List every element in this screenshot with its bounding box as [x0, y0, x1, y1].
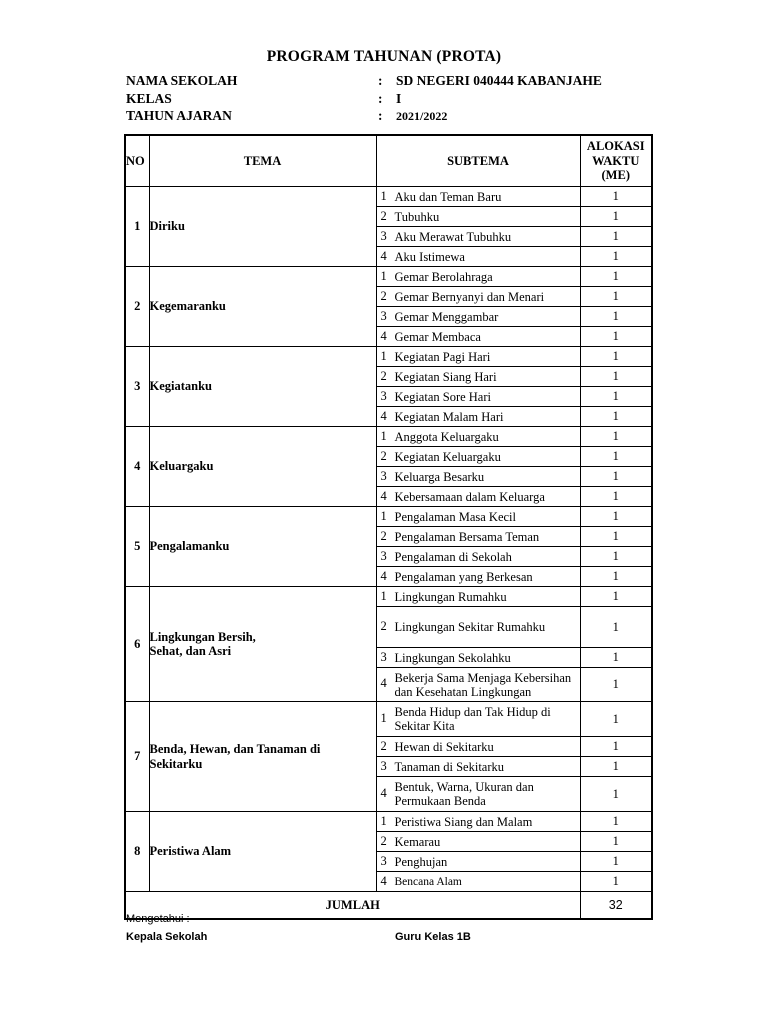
- subtheme-title: Lingkungan Sekolahku: [394, 650, 511, 665]
- subtheme-cell: [376, 327, 580, 347]
- subtheme-title: Lingkungan Rumahku: [394, 589, 507, 604]
- table-row: [125, 347, 652, 367]
- alokasi-value: 1: [580, 287, 652, 307]
- subtheme-cell: [376, 487, 580, 507]
- subtheme-number: 3: [380, 853, 387, 868]
- subtheme-number: 2: [380, 738, 387, 753]
- subtheme-cell: [376, 832, 580, 852]
- subtheme-number: 4: [380, 248, 387, 263]
- subtheme-cell: [376, 287, 580, 307]
- subtheme-number: 1: [380, 428, 387, 443]
- header-alokasi-line: WAKTU: [592, 153, 640, 168]
- subtheme-number: 2: [380, 448, 387, 463]
- subtheme-number: 2: [380, 288, 387, 303]
- subtheme-cell: [376, 507, 580, 527]
- theme-name-line: Keluargaku: [149, 459, 214, 474]
- subtheme-number: 3: [380, 548, 387, 563]
- info-label: TAHUN AJARAN: [126, 108, 232, 123]
- subtheme-number: 4: [380, 874, 387, 889]
- header-no: NO: [125, 135, 149, 187]
- theme-name-line: Diriku: [149, 219, 185, 234]
- subtheme-cell: [376, 648, 580, 668]
- subtheme-title: Anggota Keluargaku: [394, 429, 499, 444]
- table-row: [125, 507, 652, 527]
- table-row: [125, 187, 652, 207]
- alokasi-value: 1: [580, 447, 652, 467]
- theme-name: [149, 187, 376, 267]
- subtheme-cell: [376, 247, 580, 267]
- alokasi-value: 1: [580, 547, 652, 567]
- theme-name-line: Sehat, dan Asri: [149, 644, 232, 658]
- subtheme-cell: [376, 852, 580, 872]
- subtheme-cell: [376, 387, 580, 407]
- table-row: [125, 267, 652, 287]
- subtheme-title: Gemar Menggambar: [394, 309, 499, 324]
- table-row: [125, 427, 652, 447]
- subtheme-title: Gemar Membaca: [394, 329, 481, 344]
- alokasi-value: 1: [580, 567, 652, 587]
- alokasi-value: 1: [580, 832, 652, 852]
- subtheme-number: 3: [380, 758, 387, 773]
- theme-name: [149, 587, 376, 702]
- subtheme-cell: [376, 812, 580, 832]
- subtheme-cell: [376, 737, 580, 757]
- theme-name-line: Sekitarku: [149, 756, 203, 771]
- alokasi-value: 1: [580, 527, 652, 547]
- header-alokasi: [580, 135, 652, 187]
- alokasi-value: 1: [580, 507, 652, 527]
- theme-number: 7: [125, 702, 149, 812]
- subtheme-cell: [376, 367, 580, 387]
- theme-name: [149, 267, 376, 347]
- document-title: PROGRAM TAHUNAN (PROTA): [266, 48, 502, 65]
- alokasi-value: 1: [580, 487, 652, 507]
- jumlah-label: JUMLAH: [125, 892, 580, 920]
- subtheme-title: Kegiatan Malam Hari: [394, 409, 504, 424]
- subtheme-title: Pengalaman yang Berkesan: [394, 569, 533, 584]
- subtheme-number: 4: [380, 408, 387, 423]
- theme-name: [149, 702, 376, 812]
- theme-number: 2: [125, 267, 149, 347]
- info-colon: :: [378, 91, 383, 106]
- jumlah-value: 32: [580, 892, 652, 920]
- theme-name-line: Peristiwa Alam: [149, 844, 232, 859]
- subtheme-cell: [376, 447, 580, 467]
- alokasi-value: 1: [580, 757, 652, 777]
- subtheme-number: 2: [380, 208, 387, 223]
- subtheme-cell: [376, 347, 580, 367]
- subtheme-title: Bekerja Sama Menjaga Kebersihan dan Kesehatan Lingkungan: [394, 670, 572, 699]
- info-value: I: [396, 91, 402, 106]
- subtheme-title: Aku Istimewa: [394, 249, 465, 264]
- alokasi-value: 1: [580, 812, 652, 832]
- info-label: KELAS: [126, 91, 172, 106]
- subtheme-title: Kemarau: [394, 834, 441, 849]
- header-subtema: SUBTEMA: [376, 135, 580, 187]
- guru-kelas-label: Guru Kelas 1B: [395, 931, 471, 943]
- subtheme-cell: [376, 668, 580, 702]
- theme-number: 6: [125, 587, 149, 702]
- subtheme-title: Bencana Alam: [394, 875, 462, 888]
- subtheme-number: 3: [380, 388, 387, 403]
- subtheme-cell: [376, 547, 580, 567]
- subtheme-cell: [376, 527, 580, 547]
- info-colon: :: [378, 108, 383, 123]
- subtheme-title: Aku Merawat Tubuhku: [394, 229, 512, 244]
- subtheme-number: 2: [380, 528, 387, 543]
- theme-name: [149, 812, 376, 892]
- theme-name-line: Pengalamanku: [149, 539, 230, 554]
- subtheme-title: Lingkungan Sekitar Rumahku: [394, 620, 546, 635]
- subtheme-number: 3: [380, 649, 387, 664]
- table-row: [125, 587, 652, 607]
- subtheme-title: Kegiatan Sore Hari: [394, 389, 491, 404]
- subtheme-title: Keluarga Besarku: [394, 469, 485, 484]
- theme-number: 3: [125, 347, 149, 427]
- subtheme-title: Tubuhku: [394, 209, 440, 224]
- subtheme-cell: [376, 227, 580, 247]
- table-row: [125, 812, 652, 832]
- theme-name: [149, 347, 376, 427]
- subtheme-cell: [376, 427, 580, 447]
- mengetahui-label: Mengetahui :: [126, 913, 190, 925]
- header-alokasi-line: ALOKASI: [586, 139, 645, 154]
- subtheme-number: 1: [380, 710, 387, 725]
- alokasi-value: 1: [580, 427, 652, 447]
- subtheme-cell: [376, 702, 580, 737]
- info-label: NAMA SEKOLAH: [126, 73, 238, 88]
- subtheme-title: Hewan di Sekitarku: [394, 739, 494, 754]
- subtheme-title: Kegiatan Siang Hari: [394, 369, 497, 384]
- subtheme-cell: [376, 267, 580, 287]
- subtheme-title: Kebersamaan dalam Keluarga: [394, 489, 545, 504]
- subtheme-title: Aku dan Teman Baru: [394, 189, 502, 204]
- alokasi-value: 1: [580, 777, 652, 812]
- subtheme-number: 2: [380, 619, 387, 634]
- subtheme-cell: [376, 872, 580, 892]
- subtheme-number: 4: [380, 568, 387, 583]
- subtheme-cell: [376, 467, 580, 487]
- subtheme-number: 3: [380, 228, 387, 243]
- info-value: 2021/2022: [396, 109, 448, 123]
- subtheme-number: 1: [380, 348, 387, 363]
- subtheme-cell: [376, 607, 580, 648]
- theme-name: [149, 507, 376, 587]
- subtheme-title: Penghujan: [394, 854, 448, 869]
- alokasi-value: 1: [580, 327, 652, 347]
- alokasi-value: 1: [580, 737, 652, 757]
- header-tema: TEMA: [149, 135, 376, 187]
- alokasi-value: 1: [580, 367, 652, 387]
- subtheme-number: 1: [380, 508, 387, 523]
- alokasi-value: 1: [580, 607, 652, 648]
- subtheme-cell: [376, 567, 580, 587]
- subtheme-title: Bentuk, Warna, Ukuran dan Permukaan Benda: [394, 779, 534, 808]
- subtheme-title: Kegiatan Pagi Hari: [394, 349, 491, 364]
- alokasi-value: 1: [580, 872, 652, 892]
- subtheme-number: 4: [380, 785, 387, 800]
- subtheme-cell: [376, 777, 580, 812]
- alokasi-value: 1: [580, 347, 652, 367]
- theme-name-line: Kegiatanku: [149, 379, 213, 394]
- theme-number: 8: [125, 812, 149, 892]
- subtheme-title: Gemar Bernyanyi dan Menari: [394, 289, 545, 304]
- subtheme-number: 4: [380, 328, 387, 343]
- subtheme-title: Kegiatan Keluargaku: [394, 449, 501, 464]
- alokasi-value: 1: [580, 407, 652, 427]
- subtheme-title: Peristiwa Siang dan Malam: [394, 814, 533, 829]
- jumlah-row: [125, 892, 652, 920]
- subtheme-number: 1: [380, 268, 387, 283]
- alokasi-value: 1: [580, 387, 652, 407]
- subtheme-cell: [376, 757, 580, 777]
- subtheme-cell: [376, 307, 580, 327]
- subtheme-number: 3: [380, 308, 387, 323]
- alokasi-value: 1: [580, 702, 652, 737]
- alokasi-value: 1: [580, 187, 652, 207]
- subtheme-number: 4: [380, 488, 387, 503]
- subtheme-title: Pengalaman di Sekolah: [394, 549, 512, 564]
- subtheme-number: 4: [380, 676, 387, 691]
- subtheme-title: Benda Hidup dan Tak Hidup di Sekitar Kita: [394, 704, 551, 733]
- theme-number: 1: [125, 187, 149, 267]
- theme-name-line: Kegemaranku: [149, 299, 226, 314]
- prota-table: [124, 134, 653, 920]
- table-header-row: [125, 135, 652, 187]
- table-row: [125, 702, 652, 737]
- subtheme-cell: [376, 207, 580, 227]
- subtheme-number: 1: [380, 188, 387, 203]
- subtheme-title: Pengalaman Bersama Teman: [394, 529, 540, 544]
- alokasi-value: 1: [580, 852, 652, 872]
- theme-name-line: Lingkungan Bersih,: [149, 629, 256, 644]
- theme-name-line: Benda, Hewan, dan Tanaman di: [149, 742, 321, 757]
- theme-number: 4: [125, 427, 149, 507]
- subtheme-cell: [376, 587, 580, 607]
- theme-name: [149, 427, 376, 507]
- info-value: SD NEGERI 040444 KABANJAHE: [396, 73, 602, 88]
- subtheme-number: 2: [380, 368, 387, 383]
- alokasi-value: 1: [580, 467, 652, 487]
- alokasi-value: 1: [580, 227, 652, 247]
- subtheme-title: Tanaman di Sekitarku: [394, 759, 505, 774]
- info-colon: :: [378, 73, 383, 88]
- subtheme-title: Gemar Berolahraga: [394, 269, 493, 284]
- alokasi-value: 1: [580, 668, 652, 702]
- theme-number: 5: [125, 507, 149, 587]
- subtheme-number: 1: [380, 588, 387, 603]
- subtheme-number: 2: [380, 833, 387, 848]
- alokasi-value: 1: [580, 307, 652, 327]
- alokasi-value: 1: [580, 207, 652, 227]
- header-alokasi-line: (ME): [601, 168, 630, 183]
- subtheme-title: Pengalaman Masa Kecil: [394, 509, 516, 524]
- subtheme-number: 3: [380, 468, 387, 483]
- alokasi-value: 1: [580, 648, 652, 668]
- subtheme-cell: [376, 187, 580, 207]
- subtheme-cell: [376, 407, 580, 427]
- alokasi-value: 1: [580, 267, 652, 287]
- subtheme-number: 1: [380, 813, 387, 828]
- kepala-sekolah-label: Kepala Sekolah: [126, 931, 208, 943]
- alokasi-value: 1: [580, 247, 652, 267]
- alokasi-value: 1: [580, 587, 652, 607]
